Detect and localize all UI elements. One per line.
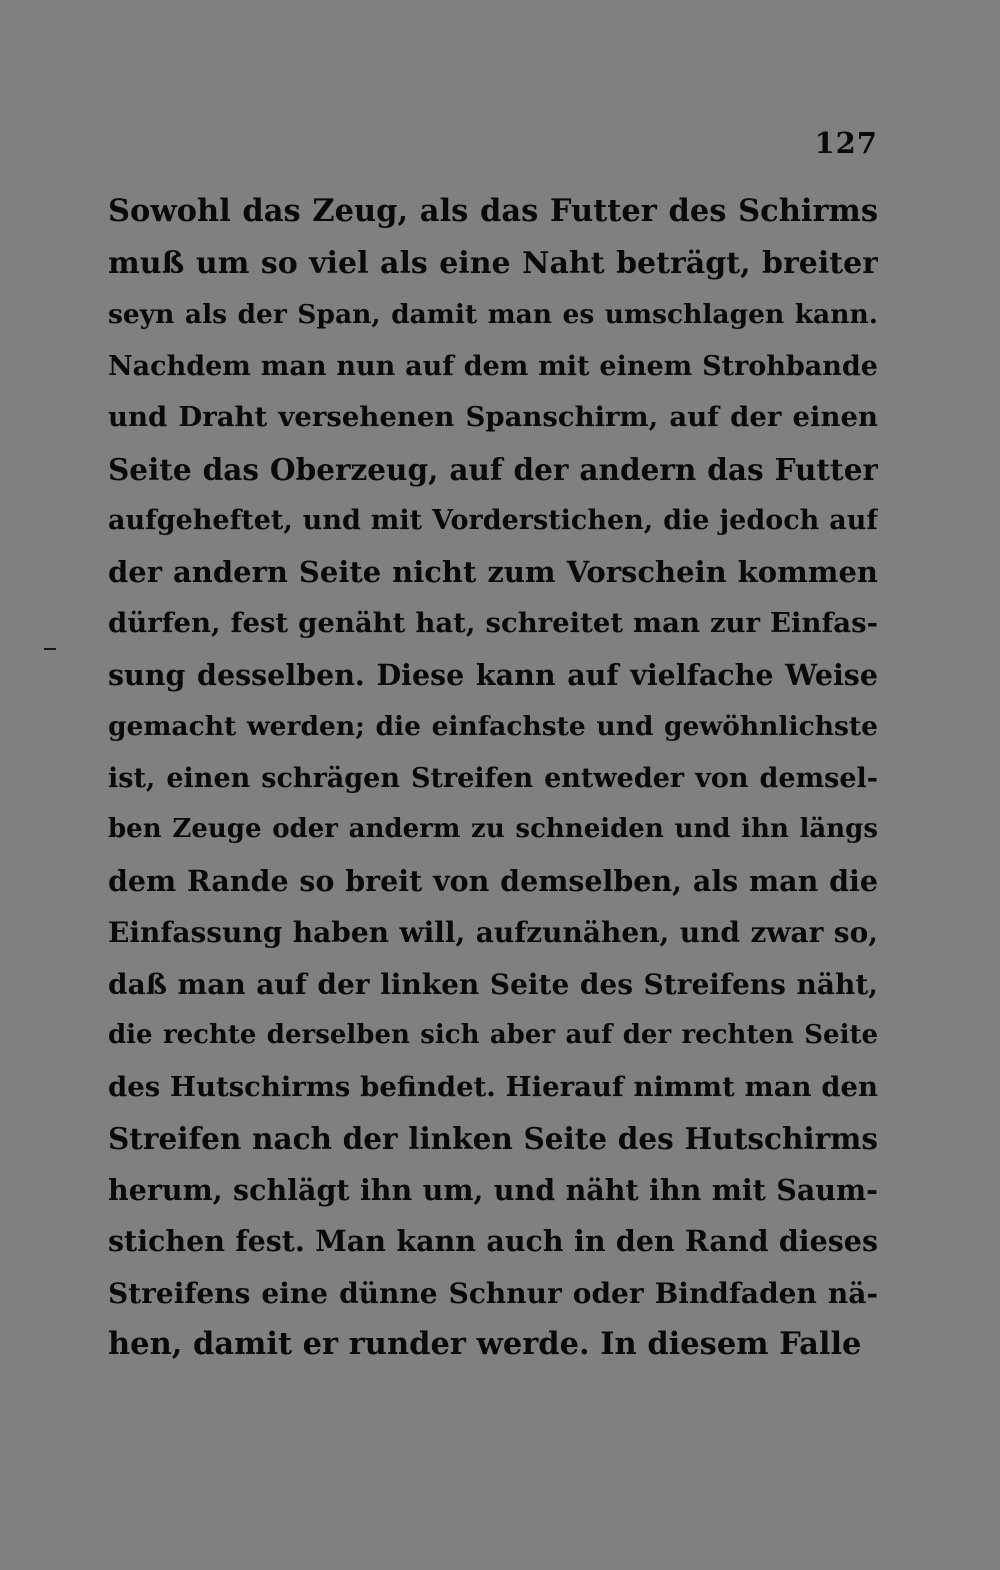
text-line: sung desselben. Diese kann auf vielfache Weise bbox=[108, 657, 878, 692]
text-line: Sowohl das Zeug, als das Futter des Schirms bbox=[108, 193, 878, 229]
text-line: hen, damit er runder werde. In diesem Falle bbox=[108, 1326, 862, 1362]
text-line: die rechte derselben sich aber auf der rechten Seite bbox=[108, 1020, 878, 1050]
text-line: dürfen, fest genäht hat, schreitet man zur Einfas- bbox=[108, 607, 878, 639]
text-line: herum, schlägt ihn um, und näht ihn mit Saum- bbox=[108, 1172, 878, 1207]
text-line: Streifen nach der linken Seite des Hutschirms bbox=[108, 1121, 878, 1156]
page-number: 127 bbox=[814, 126, 878, 160]
text-line: muß um so viel als eine Naht beträgt, breiter bbox=[108, 245, 878, 281]
text-line: der andern Seite nicht zum Vorschein kommen bbox=[108, 554, 878, 589]
body-text bbox=[108, 186, 878, 1371]
margin-mark bbox=[44, 648, 56, 650]
text-line: Einfassung haben will, aufzunähen, und zwar so, bbox=[108, 916, 878, 949]
text-line: ben Zeuge oder anderm zu schneiden und ihn längs bbox=[108, 814, 878, 844]
text-line: seyn als der Span, damit man es umschlagen kann. bbox=[108, 299, 878, 330]
text-line: aufgeheftet, und mit Vorderstichen, die jedoch auf bbox=[108, 505, 878, 536]
text-line: Seite das Oberzeug, auf der andern das Futter bbox=[108, 451, 878, 487]
text-line: und Draht versehenen Spanschirm, auf der einen bbox=[108, 401, 878, 433]
text-line: stichen fest. Man kann auch in den Rand dieses bbox=[108, 1224, 878, 1258]
text-line: des Hutschirms befindet. Hierauf nimmt man den bbox=[108, 1070, 878, 1103]
text-line: Streifens eine dünne Schnur oder Bindfaden nä- bbox=[108, 1276, 878, 1310]
text-line: dem Rande so breit von demselben, als man die bbox=[108, 863, 878, 898]
text-line: Nachdem man nun auf dem mit einem Strohbande bbox=[108, 350, 878, 382]
text-line: ist, einen schrägen Streifen entweder von demsel- bbox=[108, 762, 878, 794]
text-line: gemacht werden; die einfachste und gewöhnlichste bbox=[108, 711, 878, 742]
text-line: daß man auf der linken Seite des Streifens näht, bbox=[108, 967, 878, 1001]
